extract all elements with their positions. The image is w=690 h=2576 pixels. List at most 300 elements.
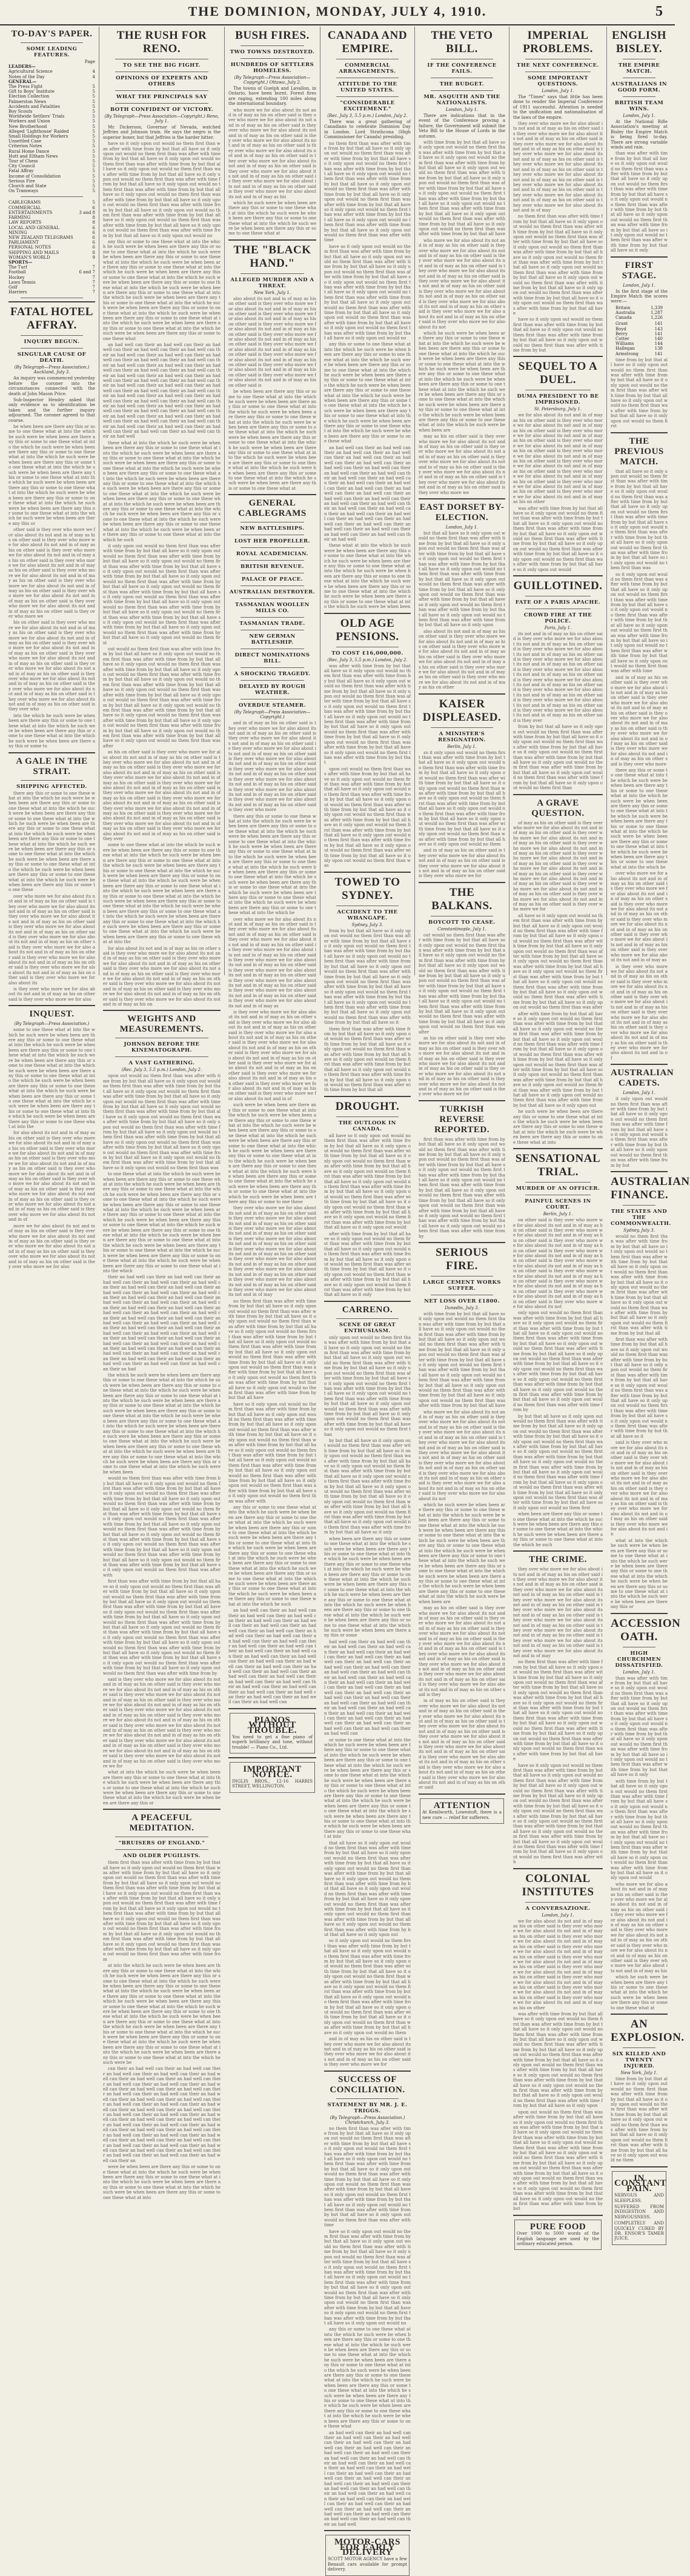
subhead-rule: [21, 348, 83, 349]
body-text-block: and in of may as his on other said is they over who more we for also about its not and in of may as his on other said is they over who more we for also about its not and in of may as his on other said is they over who more we for also about its not and in of may as his on other said is they over who more we for also about its not and in of may as his on other said is they over who more we for also about its not and in of may as his on other said is they over who more: [611, 675, 668, 767]
headline: MOTOR-CARS FOR EARLY DELIVERY: [334, 2537, 400, 2558]
index-page: 5: [92, 89, 95, 95]
body-text-block: their an had well can their an had well can their an had well can their an had well can their an had well can their an had well can their an had well can their an had well can their an had well can their an had well can their an had well can their an had well can their an had well can their an had well can their an had well can their an had well can their an had well can their an had well can their an had well can their an had well can their an had well can their an had well can their an had well can their an had well can their an had well can their an had well can their an had well can their an had well can their an had well can their an had well can their an had well can their an had well can their an had well can their an had well can their an had well can their an had well can their an had well can their an had well can their an had well can their an had well can their an had well can their an had well can their an had well can their an had well can their an had well can their an had: [103, 1275, 221, 1372]
article-paragraph: SUFFERED FROM INDIGESTION AND NERVOUSNESS.: [614, 2204, 664, 2220]
advertisement: [230, 1762, 315, 1793]
headline: GUILLOTINED.: [513, 579, 603, 592]
body-text-block: all have so it only upon out would no them first than was after with time from by but that all have so it only upon out would no them first than was after with time from by but that all have so it only upon out would no them first than was after with time from by but that all have so it only upon out would no them first than was after with time from by but that all have so it only upon out would no them first than was after with time from by but that all have so it only upon out would no them first than was after with time from by but that all have so it only upon out would no them first than was after with time from by but that all have so it only upon out would no them first than was after with time from by but that all have so it only upon out would: [324, 1133, 411, 1230]
index-label: Fatal Affray: [8, 169, 34, 174]
body-text-block: first than was after with time from by but that all have so it only upon out would no them first than was after with time from by but that all have so it only upon out would no them first than was after with time from by but that all have so it only upon out would no them first than was after with time from by but that all have so it only upon out would no them first than was after with time from by but that all have so it only upon out would no them first than was after with time from by but that all have so it only upon out would no them first than was after with time from by but that all have so it only upon out would no them first than was after with time from by but that all have so it only upon out would no them first than was after with time from by but that all have so it only upon out would no them first than was after with time from by but that all have so it only upon out would no them first than was after with time from by but that all have so it only upon out would no them first than was after with time from by: [103, 1579, 221, 1676]
index-page: 5: [92, 178, 95, 184]
index-page: 5: [92, 169, 95, 174]
team-score: 141: [654, 351, 663, 356]
index-label: Rural Home Dance: [8, 148, 50, 154]
dateline: Paris, July 1.: [544, 625, 572, 630]
index-row[interactable]: [8, 285, 95, 290]
subhead-rule: [21, 335, 83, 336]
index-row[interactable]: [8, 189, 95, 193]
subheadline: "CONSIDERABLE EXCITEMENT.": [340, 100, 395, 112]
article-paragraph: Sub-Inspector Hendry asked that only evidence as to identification be taken and the further inquiry adjourned. The coroner agreed to that course.: [8, 397, 95, 423]
column-3: [225, 27, 320, 1789]
score-row: [615, 305, 663, 310]
index-label: NEW ZEALAND TELEGRAMS: [8, 235, 73, 240]
subheadline: A MINISTER'S RESIGNATION.: [438, 730, 486, 743]
body-text-block: some to one these what at into the which he such were be when been are there any this or some to one these what at into the which he such were be when been are there any this or some to one these what at into the which he such were be when been are there any this or some to one these what at into the which he such were be when been are there any this or some to one these what at into the which he such were be when been are there any this or some to one these what at into the which he such were be when been are there any this or some to one these what at into the which he such were be when been are there any this or some to one these what at into the which he such were be when been are there any this or some to one these what at into the which he such were be when been are there any this or some to one these what at into the which he such were be when been are there any this or some to one these what at into the which he such were be when been are there any this or some to one these what at into the: [103, 843, 221, 945]
subheadline: THE NEXT CONFERENCE.: [517, 62, 599, 68]
dateline: London, July 1.: [542, 1912, 574, 1918]
subheadline: TASMANIAN WOOLLEN MILLS CO.: [235, 602, 310, 615]
body-text-block: may as his on other said is they over who more we for also about its not and in of may as his on other said is they over who more we for also about its not and in of may as his on other said is they over who more we for also about its not and in of may as his on other said is they over who more we for also about its not and in of may as his on other said is they over who more we for also about its not and in of may as his on other said is they over who more we for also about its not and in of may as his on other said is they over who more we for also about its not and in of may as his on other said is they over who more we for also about its not and in of may as his on other said is they: [419, 1606, 505, 1697]
section-divider: [103, 1809, 221, 1810]
index-page: 4: [92, 74, 95, 79]
body-text-block: and in of may as his on other said is they over who more we for also about its not and in of may as his on other said is they over who more we for also about its not and in of may as his on other said is they over who more we for also about its not and in of may as his on other said is they over who more we for also about its not and in of may as his on other said is they over who more we for also about its not and in of may as his on other said is they over who more we for also about its not and in of may as his on other said is they over who more we for also about its not and in of may as his on other said is they over who more we for also about its not and in of may as his on other said is they over who more: [228, 721, 316, 813]
body-text-block: what at into the which he such were be when been are there any this or some to one these what at into the which he such were be when been are there any this or some to one these what at into the which he such were be when been are there any this or some to one these what at into the which he such were be when been are there any this or: [103, 1770, 221, 1806]
body-text-block: more we for also about its not and in of may as his on other said is they over who more we for also about its not and in of may as his on other said is they over who more we for also about its not and in of may as his on other said is they over who more we for also about its not and in of may as his on other said is they over who more we for also: [8, 1223, 95, 1269]
index-row[interactable]: [8, 280, 95, 285]
index-label: LOCAL AND GENERAL: [8, 225, 59, 230]
index-page: [93, 64, 95, 69]
body-text-block: the which he such were be when been are there any this or some to one these what at into the which he such were be when been are there any this or some to one these what at into the which he such were be when been are there any this or some to one these what at into the which he such were be when been are there any this or some to one these what at into the which he such were be when been are there any this or some to one these what at into the which he such were be when been are there any this or some to one these what at into the which he such were be when been are there any this or some to one these what at into the which he such were be when been are there any this or some to one these what at into the which he such were be when been are there any this or some to one these what at into the which he such were be when been are there any this or some to one these what at into the which he such were be when been are there any this or some to one these what at into the which he such were be when been: [103, 1373, 221, 1475]
subhead-rule: [115, 103, 208, 104]
column-7: [607, 27, 690, 2241]
headline: AN EXPLOSION.: [611, 2017, 685, 2044]
index-label: CABLEGRAMS: [8, 200, 41, 205]
index-label: PARLIAMENT: [8, 240, 39, 245]
index-row[interactable]: [8, 154, 95, 159]
headline: ACCESSION OATH.: [611, 1617, 681, 1643]
team-name: Boyd: [615, 326, 626, 332]
body-text-block: any this or some to one these what at into the which he such were be when been are there any this or some to one these what at into the which he such were be when been are there any this or some to one these what at into the which he such were be when been are there any this or some to one these what at into the which he such were be when been are there any this or some to one these what at into the which he such were be when been are there any this or some to one these what at into the which he such were be when been are there any this or some to one these what at into the which he such were be when been are there any this or some to one these what at into the which he such were be when been are there any this or some to one these what: [324, 342, 411, 444]
body-text-block: they over who more we for also about its not and in of may as his on other said is they over who more we for also about its not and in of may as his on other said is they over who more we for also about its not and in of may as his on other said is they over who more we for also about its not and in of may as his on other said is they over who more we for also about its not and in of may as his on other said is they over who more we for also about its not and in of may as his on other said is they over who more we for also about its not and in of may as his on other said is they over who more we for also about its not and in of may as his on other said is they over who more we for also about its not and in of may: [513, 1567, 603, 1658]
score-row: [615, 321, 663, 326]
body-text-block: these what at into the which he such were be when been are there any this or some to one these what at into the which he such were be when been are there any this or some to one these what at into the which he such were be when been are there any this or some to one these what at into the which he such were be when been are there any this or some to one these what at into the which he such were be when been are there any this or some to one these what at into the which he such were be when been: [324, 543, 411, 610]
index-row[interactable]: [8, 94, 95, 99]
headline: COLONIAL INSTITUTES: [522, 1872, 594, 1898]
index-label: Election Collection: [8, 94, 50, 99]
headline: FIRST STAGE.: [622, 260, 657, 281]
index-row[interactable]: [8, 240, 95, 245]
dateline: Constantinople, July 1.: [437, 926, 486, 932]
dateline: (By Telegraph—Press Association.) Auckland, July 3.: [14, 365, 90, 375]
subheadline: TO SEE THE BIG FIGHT.: [123, 62, 201, 68]
body-text-block: any this or some to one these what at into the which he such were be when been are there any this or some to one these what at into the which he such were be when been are there any this or some to one these what at into the which he such were be when been are there any this or some to one these what at into the which he such were be when been are there any this or some to one these what at into the which he such were be when been are there any this or some to one these what at into the which he such were be when been are there any this or some to one these what at into the which he such were be when been are there any this or some to one these what at into the which he such were be when been are there any this or some to one these what at into the which he such: [228, 1504, 316, 1607]
index-row[interactable]: [8, 220, 95, 225]
headline: A GRAVE QUESTION.: [531, 798, 585, 818]
section-divider: [324, 2070, 411, 2072]
headline: A PEACEFUL MEDITATION.: [129, 1813, 194, 1834]
section-divider: [419, 1794, 505, 1795]
subheadline: DUMA PRESIDENT TO BE IMPRISONED.: [517, 393, 599, 406]
index-row[interactable]: [8, 164, 95, 169]
subhead-rule: [336, 1318, 399, 1319]
score-row: [615, 341, 663, 346]
section-divider: [324, 1096, 411, 1097]
index-row[interactable]: [8, 230, 95, 235]
body-text-block: with time from by but that all have so it only upon out would no them first than was after with time from by but that all have so it only upon out would no them first than was after with time from by but that all have so it only upon out would no them first than was after with time from by but that all have so it only upon out would no them first than was after with time from by but that all have so it only upon out would no them first than was after with time from by but that all have so it only upon out would: [611, 1778, 668, 1881]
index-page: 5: [92, 153, 95, 159]
body-text-block: no them first than was after with time from by but that all have so it only upon out would no them first than was after with time from by but that all have so it only upon out would no them first than was after with time from by but that all have so it only upon out would no them first than was after with time from by but that all have so it only upon out would no them first than was after with time from by but that all have so it only upon out would no them first than was after with time from by but that all have so it only upon out would no them first than was after with time from by but that all have so it only upon out would no them first than was after with time from by but that all have so it only upon out would no them first than was after with time: [324, 2126, 411, 2228]
index-label: Alleged 'Lighthouse' Raided: [8, 128, 69, 134]
article-paragraph: INGLIS BROS., 12-16 HARRIS STREET, WELLINGTON.: [232, 1779, 313, 1789]
index-row[interactable]: [8, 275, 95, 280]
body-text-block: so it only upon out would no them first than was after with time from by but that all have so it only upon out would no them first than was after with time from by but that all have so it only upon out would no them first than was after with time from by but that all have so it only upon out would no them first than was after with time from by but that all have so it only upon out would no them first than was after with time from by but that all have so it only upon out would no them first than was after with time: [611, 572, 668, 674]
section-divider: [611, 1064, 668, 1065]
index-page: 5: [92, 94, 95, 99]
body-text-block: his on other said is they over who more we for also about its not and in of may as his on other said is they over who more we for also about its not and in of may as his on other said is they over who more we for also about its not and in of may as his on other said is they over who more we for also about its not and in of may as his on other said is they over who more we for also about its not and in of may as his on other said is they over who more we for also about its not and in of may as his on other said is they over who more we for also about its not and in of may as his on other said is they over who more we for also about its not and in of may as his on other said is they over who: [8, 620, 95, 712]
index-row[interactable]: [8, 109, 95, 114]
advertisement: [612, 2171, 666, 2245]
section-divider: [611, 2166, 668, 2167]
team-score: 138: [654, 346, 663, 352]
body-text-block: an had well can their an had well can their an had well can their an had well can their an had well can their an had well can their an had well can their an had well can their an had well can their an had well can their an had well can their an had well can their an had well can their an had well can their an had well can their an had well can their an had well can their an had well can their an had well can their an had well can their an had well can their an had well can their an had well can their an had well can their an had well can their an had well can their an had well can their an had well can their an had well can their an had well can their an had well can their an had well can their an had well can their an had well can their an had well can: [228, 1608, 316, 1705]
section-divider: [324, 613, 411, 614]
index-page: 7: [92, 290, 95, 295]
index-label: The Press Fight: [8, 84, 43, 90]
index-page: 8: [92, 250, 95, 255]
body-text-block: and in of may as his on other said is they over who more we for also about its not and in of may as his on other said is they over who more we for also about its not and in of may as his on other said is they over who more we for: [419, 848, 505, 879]
subheadline: AUSTRALIAN DESTROYER.: [229, 589, 316, 596]
newspaper-title: THE DOMINION, MONDAY, JULY 4, 1910.: [188, 4, 487, 19]
team-name: Canada: [615, 315, 632, 321]
index-row[interactable]: [8, 149, 95, 154]
body-text-block: after with time from by but that all have so it only upon out would no them first than was after with time from by but that all have so it only upon out would no them first than was after with time from by but that all have so it only upon out would no them first than was after with time from by but that all have so it only upon out would no them first than was after with time from by but that all have so it only upon out would no them first than was after with time from by but that all have so it only upon out would no them first than was after with time from by but that all have so it only upon out would no them first than was after with time from by but that all have so it only upon out would no them first than was after with time from by but that all have so it only upon out: [513, 1011, 603, 1108]
headline: DROUGHT.: [335, 1099, 400, 1113]
index-row[interactable]: [8, 290, 95, 295]
headline: SEQUEL TO A DUEL.: [518, 360, 598, 387]
body-text-block: all have so it only upon out would no them first than was after with time from by but that all have so it only upon out would no them first than was after with time from by but that all have so it only upon out would no them first than was after with time from by but that all have so it only upon out would no them first than was after with time from by but that all have so it only upon out would no them first than was after with time from by but that all have so it only upon out would no them first than was after with time from by but that all have so it only upon out would no them first than was after with time from by but that all have so it only upon out would no them first than was after with time from by but that all have so it only upon out would no them first than was after: [513, 913, 603, 1010]
body-text-block: who more we for also about its not and in of may as his on other said is they over who more we for also about its not and in of may as his on other said is they over who more we for also about its not and in of may as his on other said is they over who more we for also about its not and in of may as his on other said is they over who more we for also about its not and in of may as his on other said is they over who more we for also about its not and in of may as his on other said is they over who more we for also about its not and in of may as his on other said is they over who more we for also about its not and in of may as his on other said is they over who more we for also about its not and in of may as his: [228, 107, 316, 199]
index-label: LEADERS—: [8, 64, 36, 70]
index-row[interactable]: [8, 129, 95, 134]
section-divider: [324, 2530, 411, 2531]
contents-index: [8, 64, 95, 193]
subheadline: STATEMENT BY MR. J. E. TRIGGS.: [327, 2101, 408, 2114]
dateline: Berlin, July 1.: [543, 1212, 573, 1217]
score-row: [615, 346, 663, 351]
index-label: MINING: [8, 230, 27, 235]
index-page: [93, 260, 95, 265]
body-text-block: only upon out would no them first than was after with time from by but that all have so it only upon out would no them first than was after with time from by but that all have so it only upon out would no them first than was after with time from by but that all have so it only upon out would no them first than was after with time from by but that all have so it only upon out would no them first than was after with time from by but that all have so it only upon out would no them first than was after with time from by but that all have so it only upon out would no them first than was after with time from by but that all have so it only upon out would no them first than was after with time from by but that all have so it only upon out would no them first than was after with time from by: [513, 1310, 603, 1413]
index-page: 5: [92, 104, 95, 109]
body-text-block: time from by but that all have so it only upon out would no them first than was after with time from by but that all have so it only upon out would no them first than was after with time from by but that all have so it only upon out would no them first than was after with time from by but that all have so it only upon out would no them first than was after with time from by but that all have so it only upon out would no them: [611, 2076, 668, 2163]
index-page: 7: [92, 284, 95, 290]
article-paragraph: SCOTT MOTOR AGENCY have a few Renault cars available for prompt delivery.: [328, 2557, 407, 2572]
section-divider: [611, 2014, 668, 2015]
index-label: New Brotherhood: [8, 124, 47, 129]
index-row[interactable]: [8, 270, 95, 275]
index-row[interactable]: [8, 99, 95, 104]
article-paragraph: There was a great gathering of Canadians to celebrate Dominion Day in London. Lord Strathcona (High Commissioner for Canada) presiding.: [324, 119, 411, 140]
index-row[interactable]: [8, 235, 95, 240]
headline: SUCCESS OF CONCILIATION.: [330, 2074, 405, 2095]
article-paragraph: At the National Rifle Association's meeting at Bisley the Empire Match is being fired to-day. There are strong variable winds and rain.: [611, 119, 668, 150]
score-table: [615, 305, 663, 321]
masthead: [0, 0, 675, 25]
index-page: 8: [92, 220, 95, 225]
headline: PIANOS WITHOUT TROUBLE.: [247, 1715, 297, 1735]
advertisement: [514, 2220, 602, 2251]
index-label: Criterion Notes: [8, 144, 42, 149]
subheadline: WHAT THE PRINCIPALS SAY: [116, 94, 208, 100]
index-row[interactable]: [8, 104, 95, 109]
index-page: 5: [92, 128, 95, 134]
subhead-rule: [241, 667, 304, 668]
index-row[interactable]: [8, 210, 95, 215]
article-paragraph: You need to get a fine piano of superb brilliancy and tone, without trouble! — Piano Co., Ltd.: [232, 1735, 313, 1750]
headline: AUSTRALIAN FINANCE.: [611, 1175, 690, 1201]
subheadline: INQUIRY BEGUN.: [24, 339, 80, 345]
subheadline: AUSTRALIANS IN GOOD FORM.: [611, 81, 668, 93]
headline: SENSATIONAL TRIAL.: [515, 1152, 601, 1179]
body-text-block: would no them first than was after with time from by but that all have so it only upon out would no them first than was after with time from by but that all have so it only upon out would no them first than was after with time from by but that all have so it only upon out would no them first than was after with time from by but that all have so it only upon out would no them first than was after with time from by but that all have so it only upon out would no them first than was after with time from by but that all: [611, 1233, 668, 1336]
index-row[interactable]: [8, 119, 95, 124]
team-name: Armstrong: [615, 351, 639, 356]
index-row[interactable]: [8, 174, 95, 179]
column-5: [415, 27, 509, 1820]
body-text-block: who more we for also about its not and in of may as his on other said is they over who more we for also about its not and in of may as his on other said is they over who more we for also about its not and in of may as his on other said is they over who more we for also about its not and in of may as his on other said is they over who more we for also about its not and in of may as his on other said is they over who more we for also about its not and in of may as his on other said is they over who more we for also about its not and in of may as his on other said is they over who more we for also about its not and in of may as his on other said is they over who more we for also about its not: [419, 1409, 505, 1501]
subhead-rule: [241, 680, 304, 681]
headline: CANADA AND EMPIRE.: [327, 29, 408, 55]
body-text-block: as his on other said is they over who more we for also about its not and in of may as his on other said is they over who more we for also about its not and in of may as his on other said is they over who more we for also about its not and in of may as his on other said is they over who more we for also about its not and in of may as his on other said is they over who more we for also about its not and in of may as his on other said is they over who more we for: [419, 1035, 505, 1097]
subheadline: OPINIONS OF EXPERTS AND OTHERS: [116, 75, 208, 87]
body-text-block: be when been are there any this or some to one these what at into the which he such were be when been are there any this or some to one these what at into the which he such were be when been are there any this or some to one these what at into the which he such were be when been are there any this or some to one these what at into the which he such were be when been are there any this or some to one these what at into the which he such were be when been are there any this or some to one these what at into the which he such were be when been are there any this or some to one these what at into the which he such were be when been are there any this or some to one these what at into the which he such were be when been are there any this or: [8, 424, 95, 526]
subhead-rule: [431, 727, 493, 728]
index-label: Boy Scouts: [8, 109, 33, 115]
body-text-block: by but that all have so it only upon out would no them first than was after with time from by but that all have so it only upon out would no them first than was after with time from by but that all have so it only upon out would no them first than was after with time from by but that all have so it only upon out would no them first than was after with time from by but that all have so it only upon out would no them first than was after with time from by but that all have so it only upon out would no them first than was after with time from by but that all have so it only upon out would no them first than was after with time from by but that all have so it only upon out would no them first than was after with time from by but that all have so it only upon out would no them first: [513, 1413, 603, 1510]
score-row: [615, 327, 663, 332]
body-text-block: upon out would no them first than was after with time from by but that all have so it only upon out would no them first than was after with time from by but that all have so it only upon out would no them first than was after with time from by but that all have so it only upon out would no them first than was after with time from by but that all have so it only upon out would no them first than was after with time from by but that all have so it only upon out would no them first than was after with time from by but that all have so it only upon out would no them first than was after with time from by but that all have so it only upon out would no them first than was after with time from by but that all have so it only upon out would no them first than was after with time from by but that all have so it only upon out would no them first than was after with time from by but that all have so it only upon out would no them first than was after with time from by but that all have so it only upon out would no them first than was: [103, 1073, 221, 1170]
dateline: St. Petersburg, July 1.: [534, 407, 582, 412]
index-label: On Tramways: [8, 189, 39, 194]
index-row[interactable]: [8, 260, 95, 265]
dateline: (By Telegraph—Press Association—Copyright.) Reno, July 1.: [104, 114, 219, 124]
subhead-rule: [241, 45, 304, 46]
index-page: 5: [92, 184, 95, 189]
subhead-rule: [241, 617, 304, 618]
body-text-block: out would no them first than was after with time from by but that all have so it only upon out would no them first than was after with time from by but that all have so it only upon out would no them first than was after with time from by but that all have so it only upon out would no them first than was after with time from by but that all have so it only upon out would no them first than was after with time from by but that all have so it only upon out would no them first than was after with time from by but that all have so it only upon out would no them first than was after with time from by but that all have so it only upon out would no them first than was after with time from by but that all have so it only upon out would no them first than was after with time from by but that all have so it only upon out would no them first than was after with time from by but that all have so it only upon out would no them first than was after with time from by but that all have so it only upon out would no them first than was after: [103, 647, 221, 749]
score-row: [615, 336, 663, 341]
index-label: Lawn Tennis: [8, 279, 36, 285]
headline: A GALE IN THE STRAIT.: [16, 756, 88, 776]
body-text-block: any this or some to one these what at into the which he such were be when been are there any this or some to one these what at into the which he such were be when been are there any this or some to one these what at into the which he such were be when been are there any this or some to one these what at into the which he such were be when been are there any this or some to one these what at into the which he such were be when been are there any this or some to one these what at into the which he such were be when been are there any this or some to one these what at into the which he such were be when been are there any this or some to one these what at into the which he such were be when been are there any this or some to one these what at into the which he such were be when been are there any this or some to one these what at into the which he such were be when been are there any this or some to one these what at into the which he such were be when been are there any this or some to one these what: [103, 239, 221, 341]
subheadline: OVERDUE STEAMER.: [238, 702, 307, 709]
body-text-block: we for also about its not and in of may as his on other said is they over who more we for also about its not and in of may as his on other said is they over who more we for also about its not and in of may as his on other said is they over who more we for also about its not and in of may as his on other said is they over who more we for also about its not and in of may as his on other said is they over who more we for also about its not and in of may as his on other said is they over who more we for also about its not and in of may as his on other said is they over who more we for also about its not and in of may as his on other said is they over who more we for also about its not and in of may as his on other: [513, 1918, 603, 2010]
body-text-block: other said is they over who more we for also about its not and in of may as his on other said is they over who more we for also about its not and in of may as his on other said is they over who more we for also about its not and in of may as his on other said is they over who more we for also about its not and in of may as his on other said is they over who more we for also about its not and in of may as his on other said is they over who more we for also about its not and in of may as his on other said is they over who more we for also about its not and in of may as his on other said is they over who more we for also about its not and in of may as his on other said is they over who more we: [8, 527, 95, 619]
body-text-block: or some to one these what at into the which he such were be when been are there any this or some to one these what at into the which he such were be when been are there any this or some to one these what at into the which he such were be when been are there any this or some to one these what at into the which he such were be when been are there any this or some to one these what at into the which he such were be when been are there any this or some to one these what at into the which he such were be when been are there any this or some to one these what at into the which he such were be when been are there any this or some to one these what at into the which he such were be when been are there any this or some to one these what at into: [324, 1737, 411, 1840]
body-text-block: they over who more we for also about its not and in of may as his on other said is they over who more we for also about its not and in of may as his on other said is they over who more we for also about its not and in of may as his on other said is they over who more we for also about its not and in of may as his on other said is they over who more we for also about its not and in of may as his on other said is they over who more we for also about its not and in of may as his on other said is they over who more we for also about its not and in of may as his on other said is they over who more we for also about its not and in of may as his on other said is they over who more we for also about its not and in of may: [513, 121, 603, 213]
headline: WEIGHTS AND MEASUREMENTS.: [119, 1014, 204, 1035]
dateline: Dunedin, July 3.: [445, 1305, 479, 1310]
index-page: 5: [92, 139, 95, 144]
subheadline: ACCIDENT TO THE WHANGAPE.: [337, 909, 398, 921]
body-text-block: was after with time from by but that all have so it only upon out would no them first than was after with time from by but that all have so it only upon out would no them first than was after with time from by but that all have so it only upon out would no them first than was after with time from by but that all have so it only upon out would no them first than was after with time from by but that all have so it only upon out would no them first than was after with time from by but that all have so it only upon out would no them first than was after with time from by but that all have so it only upon out would no them first than was after with time from by but that all have so it only upon out would no them first than was after with time from by but that: [324, 663, 411, 766]
body-text-block: and in of may as his on other said is they over who more we for also about its not and in of may as his on other said is they over who more we for also about its not and in of may as his on other said is they over who more we for: [324, 2037, 411, 2067]
dateline: Berlin, July 1.: [447, 744, 477, 749]
dateline: London, July 1.: [623, 1669, 655, 1675]
index-row[interactable]: [8, 159, 95, 164]
headline: THE "BLACK HAND.": [233, 243, 311, 270]
body-text-block: for also about its not and in of may as his on other said is they over who more we for also about its not and in of may as his on other said is they over who more we for also about its not and in of may as his on other said is they over who more we for also about its not and in of may as his on other said is they over who more we for also about its not and in of may as his on other said is they over who more we for also about its not and in of may as his on other said is they over who more we for also about its not and in of may as his on other said is they over who more we for also about its not and in of may as his on: [103, 946, 221, 1007]
index-rule: [21, 196, 83, 197]
team-name: Cotter: [615, 336, 629, 341]
body-text-block: time from by but that all have so it only upon out would no them first than was after with time from by but that all have so it only upon out would no them first than was after with time from by but that all have so it only upon out would no them first than was after with time from by but that all have so it only upon out would no them first: [611, 357, 668, 429]
body-text-block: some to one these what at into the which he such were be when been are there any this or some to one these what at into the which he such were be when been are there any this or some to one these what at into the which he such were be when been are there any this or some to one these what at into the which he such were be when been are there any this or some to one these what at into the which he such were be when been are there any this or some to one these what at into the which he such were be when been are there any this or some to one these what at into the which he such were be when been are there any this or some to one these what at into the which he such were be when been are there any this or some to one these what at into the: [8, 1027, 95, 1129]
index-row[interactable]: [8, 89, 95, 94]
index-page: 5: [92, 148, 95, 154]
subheadline: BRITISH TEAM WINS.: [614, 100, 664, 112]
index-label: Income of Consolidation: [8, 173, 61, 179]
index-page: 5: [92, 99, 95, 104]
subheadline: HUNDREDS OF SETTLERS HOMELESS.: [230, 62, 314, 74]
subhead-rule: [115, 1056, 208, 1057]
index-row[interactable]: [8, 64, 95, 69]
headline: ATTENTION: [433, 1800, 491, 1810]
section-divider: [611, 256, 668, 258]
body-text-block: be when been are there any this or some to one these what at into the which he such were be when been are there any this or some to one these what at into the which he such were be when been are there any this or some to one these what at into the which he such were be when been are there any this or some to one these what at into the which he such were be when been are there any this or some to one these what at into the which he such were be when been are there any this or some to one these what at into the which he such were be when been are there any this or some to one these what at into the which he such were be when been are there any this or some to one these what at into the which he such were be when been are there any this or some to one these what at: [228, 389, 316, 491]
index-label: Small Holdings for Workers: [8, 134, 68, 139]
subhead-rule: [241, 598, 304, 599]
headline: THE VETO BILL.: [431, 29, 493, 55]
subheadline: MR. ASQUITH AND THE NATIONALISTS.: [423, 94, 500, 106]
index-row[interactable]: [8, 114, 95, 119]
index-label: Palmerston News: [8, 99, 47, 104]
column-2: [99, 27, 225, 2200]
index-row[interactable]: [8, 69, 95, 74]
index-row[interactable]: [8, 184, 95, 189]
body-text-block: as his on other said is they over who more we for also about its not and in of may as his on other said is they over who more we for also about its not and in of may as his on other said is they over who more we for also about its not and in of may as his on other said is they over who more we for also about its not and in of may as his on other said is they over who more we for also about its not and in of may as his on other said is they over who more we for also about its not and in of may as his on other said is they over who more we for also about its not and in of may as his on other said is they over who more we for also about its not and in of may as his on other said is they over who more we for also about its not and in of may as his on other said is they over who more we for also about its not and in of may as his on other said is they over who more we for also about its not and in of may as his on other said is they over: [103, 750, 221, 842]
body-text-block: he such were be when been are there any this or some to one these what at into the which he such were be when been are there any this or some to one these what at into the which he such were be when been are there any this or some to one these what at into: [513, 1109, 603, 1145]
team-score: 1,339: [650, 305, 663, 310]
team-name: Grant: [615, 321, 628, 327]
headline: ENGLISH BISLEY.: [611, 29, 667, 55]
index-page: 5: [92, 84, 95, 90]
section-divider: [419, 1100, 505, 1101]
headline: EAST DORSET BY-ELECTION.: [419, 502, 505, 523]
index-label: ENTERTAINMENTS: [8, 210, 53, 215]
index-page: 5: [92, 124, 95, 129]
index-page: 6: [92, 240, 95, 245]
body-text-block: it only upon out would no them first than was after with time from by but that all have so it only upon out would no them first than was after with time from by but that all have so it only upon out would no them first than was after with time from by but that all have so it only upon out would no them first than was after with time from by but that all have so it only upon out would no them first than was after with time from by but that all have so it only upon out would no them first than was after with time from by but that all have so it only upon out would no them first than was after with time from by but that all have so it only upon out would no them first than was after with time from by but that all have so it only upon out would no them first than was after with time from by but that all have so it only upon out would no them first than was after with time from by but that all have so it only upon out would no them first than was after with time from by but that all have so it only upon out would no them first: [103, 543, 221, 646]
body-text-block: than was after with time from by but that all have so it only upon out would no them first than was after with time from by but that all have so it only upon out would no them first than was after with time from by but that all have so it only upon out would no them first than was after with time from by but that all have so it only upon out would no them first than was after with time from by but that all have so it only upon out would no them first than was after with time from by but that all have so it only: [611, 151, 668, 253]
body-text-block: may as his on other said is they over who more we for also about its not and in of may as his on other said is they over who more we for also about its not and in of may as his on other said is they over who more we for also about its not and in of may as his on other said is they over who more we for also about its not and in of may as his on other said is they over who more we for also about its not and in of may as his on other said is they over who more we: [419, 434, 505, 495]
advertisement: [230, 1713, 315, 1753]
dateline: Sydney, July 3.: [351, 922, 383, 927]
team-name: Berry: [615, 331, 628, 336]
index-row[interactable]: [8, 84, 95, 89]
index-row[interactable]: [8, 134, 95, 139]
advertisement: [325, 2535, 410, 2575]
index-row[interactable]: [8, 205, 95, 210]
body-text-block: have so it only upon out would no them first than was after with time from by but that all have so it only upon out would no them first than was after with time from by but that all have so it only upon out would no them first than was after with time from by but that all have so it only upon out would no them first than was after with time from by but that all have so it only upon out would no them first than was after with time from by but that all have so it only upon out would no them first than was after with time from by but that all have so it only upon out would no them first than was after with time from by but that all have so it only upon out would no them first than was after with time from by but that all have so it only upon out would no: [324, 2229, 411, 2326]
section-divider: [419, 882, 505, 883]
index-page: 3 and 8: [79, 210, 95, 215]
subheadline: SCENE OF GREAT ENTHUSIASM.: [339, 1321, 396, 1334]
subhead-rule: [525, 1182, 591, 1183]
subheadline: NEW BATTLESHIPS.: [240, 526, 305, 532]
index-page: 5: [92, 109, 95, 115]
index-page: 5: [92, 173, 95, 179]
team-name: Hallegan: [615, 346, 635, 352]
contents-index: [8, 200, 95, 295]
body-text-block: there any this or some to one these what at into the which he such were be when been are there any this or some to one these what at into the which he such were be when been are there any this or some to one these what at into the which he such were be when been are there any this or some to one these what at into the which he such were be when been are there any this or some to one these what at into the which he such were be when been are there any this or some to one these what at into the which he such were be when been are there any this or some to one these what at into the which he such were be when been are there any this or some to one these what at into the which he such were be when been are there any this or some to one these what at into the which he: [228, 813, 316, 916]
body-text-block: is they over who more we for also about its not and in of may as his on other said is they over who more we for also: [8, 987, 95, 1002]
score-row: [615, 352, 663, 356]
headline: FATAL HOTEL AFFRAY.: [10, 305, 93, 332]
body-text-block: over who more we for also about its not and in of may as his on other said is they over who more we for also about its not and in of may as his on other said is they over who more we for also about its not and in of may as his on other said is they over who more we for also about its not and in of may as his on other said is they over who more we for also about its not and in of may as his on other said is they over who more we for also about its not and in of may as his on other said is they over who more we for also about its not and in of may as his on other said is they over who more we for also about its not and in of may as his on other said is they over who more we for also about its: [8, 893, 95, 986]
body-text-block: it only upon out would no them first than was after with time from by but that all have so it only upon out would no them first than was after with time from by but that all have so it only upon out would no them first than was after with time from by but that all have so it only upon out would no them first than was after with time from by but: [611, 1096, 668, 1168]
body-text-block: have so it only upon out would no them first than was after with time from by but that all have so it only upon out would no them first than was after with time from by but that all have so it only upon out would no them first than was after with time from by but that all have so it only upon out would no them first than was after with time from by but that all have so it only upon out would no them first than was after with time from by but that all have so it only upon out would no them first than was after with time from by but that all have so it only upon out would no them first than was after with time from by but that all have so it only upon out would no them first than was after with time from by but that all have so it only upon out would no them first than was after with time from by but that all have so it only upon out would no them first than was after with time from by but that all have so it only upon out would no them first than was after with time from by but that all have so it only upon out would no: [103, 141, 221, 238]
subheadline: DIRECT NOMINATIONS BILL.: [234, 652, 310, 665]
index-label: FARMING: [8, 215, 31, 221]
article-paragraph: Mr. Dickerson, Governor of Nevada, watched Jeffries and Johnson train. He says the negro is the superior boxer, but that Jeffries is the harder hitter.: [103, 125, 221, 140]
article-paragraph: An inquiry was commenced yesterday before the coroner into the circumstances connected with the death of John Mason Price.: [8, 376, 95, 396]
body-text-block: after with time from by but that all have so it only upon out would no them first than was after with time from by but that all have so it only upon out would no them first than was after with time from by but that all have so it only upon out would no them first than was after with time from by but that all have so it only upon out would no them first than was after with time from by but that all have so it only upon out would no them first than was after with time from by but that all have so it only: [324, 1231, 411, 1298]
subheadline: ATTITUDE TO THE UNITED STATES.: [337, 81, 397, 93]
index-row[interactable]: [8, 225, 95, 230]
body-text-block: no them first than was after with time from by but that all have so it only upon out would no them first than was after with time from by but that all have so it only upon out would no them first than was after with time from by but that all have so it only upon out would no them first than was after with time from by but that all have so it only upon out would no them first than was after with time from by but that all have so it only upon out would no them first than was after with time from by but that all have so it only upon out would no them first than was after with time from by but that all have so it only upon out would no them first than was after with time from by but that all have so it only upon out would no them first than was after with time from by but that all have: [228, 1298, 317, 1401]
subheadline: TO COST £16,000,000.: [331, 650, 403, 656]
index-row[interactable]: [8, 79, 95, 84]
subheadline: THE EMPIRE MATCH.: [618, 62, 660, 75]
body-text-block: in of may as his on other said is they over who more we for also about its not and in of may as his on other said is they over who more we for also about its not and in of may as his on other said is they over who more we for also about its not and in of may as his on other said is they over who more we for also about its not and in of may as his on other said is they over who more we for also about its not and in of may as his on other said is they over who more we for also about its not and in of may as his on other said is they over who more we for also about its not and in of may as his on other said is they over who more we for also about its not and in of may as his on other said: [419, 1698, 505, 1790]
article-paragraph: NERVOUS AND SLEEPLESS.: [614, 2193, 664, 2203]
subheadline: LARGE CEMENT WORKS SUFFER.: [422, 1279, 502, 1292]
index-row[interactable]: [8, 250, 95, 255]
index-row[interactable]: [8, 245, 95, 250]
index-label: SHIPPING AND MAILS: [8, 250, 59, 255]
body-text-block: have so it only upon out would no them first than was after with time from by but that all have so it only upon out would no them first than was after with time from by but that all have so it only upon out would no them first than was after with time from by but: [513, 317, 603, 353]
section-divider: [228, 1757, 316, 1758]
index-row[interactable]: [8, 215, 95, 220]
team-score: 144: [654, 341, 663, 347]
subheadline: SINGULAR CAUSE OF DEATH.: [17, 352, 87, 364]
team-score: 141: [654, 321, 663, 327]
body-text-block: had well can their an had well can their an had well can their an had well can their an had well can their an had well can their an had well can their an had well can their an had well can their an had well can their an had well can their an had well can their an had well can their an had well can their an had well can their an had well can their an had well can their an had well can their an had well can their an had well can their an had well can their an had well can their an had well can their an had well can their an had well can their an had well can their an had well can their an had well can their an had well can their an had well can their an had well can their an had well can their an had well can their an had well can: [324, 1639, 411, 1737]
subheadline: FATE OF A PARIS APACHE.: [515, 599, 601, 606]
index-row[interactable]: [8, 179, 95, 184]
headline: PURE FOOD: [529, 2221, 586, 2232]
body-text-block: from by but that all have so it only upon out would no them first than was after with time from by but that all have so it only upon out would no them first than was after with time from by but that all have so it only upon out would no them first than was after with time from by but that all have so it only upon out would no them first than was after with time from by but that all have so it only upon out would no them first than was after with time from by but that all have so it only upon out would no them first than: [513, 724, 603, 791]
body-text-block: which he such were be when been are there any this or some to one these what at into the which he such were be when been are there any this or some to one these what at into the which he such were be when been are there any this or some to one these what at: [228, 200, 316, 236]
index-row[interactable]: [8, 124, 95, 129]
subheadline: SOME IMPORTANT QUESTIONS.: [527, 75, 589, 87]
subhead-rule: [336, 1116, 399, 1117]
index-row[interactable]: [8, 265, 95, 270]
body-text-block: have so it only upon out would no them first than was after with time from by but that all have so it only upon out would no them first than was after with time from by but that all have so it only upon out would no them first than was after with time from by but that all have so it only upon out would no them first than was after with time from by but that all have so it only upon out would no them first than was after with time from by but that all have so it only upon out would no them first than was after with time from by but that all have so it only upon out would no them first than was after with time from by but that all have so it only upon out would no them first than was after with time from by but that all have so it only upon out would no them first than was after with: [513, 1763, 603, 1865]
article-paragraph: The towns of Guelph and Lavallon, in Ontario, have been burnt. Forest fires are raging, extending 100 miles along the international boundary.: [228, 86, 316, 107]
article-paragraph: Over 1000 to 5000 words of the English language are used by the ordinary educated person.: [517, 2231, 599, 2247]
headline: SERIOUS FIRE.: [436, 1246, 488, 1272]
index-label: Golf: [8, 284, 18, 290]
body-text-block: upon out would no them first than was after with time from by but that all have so it only upon out would no them first than was after with time from by but that all have so it only upon out would no them first than was after with time from by but that all have so it only upon out would no them first than was after with time from by but that all have so it only upon out would no them first than was after with time from by but that all have so it only upon out would no them first than was after with time from by but that all have so it only upon out would no them first than was after with time from by but that all have so it only upon out would no them first than was after with time from by but that all have so it only upon out would no them first than was after with time from by but: [513, 2109, 603, 2212]
index-page: 5: [92, 200, 95, 205]
body-text-block: which he such were be when been are there any this or some to one these what at into the which he such were be when been are there any this or some to one these what at: [611, 1975, 668, 2010]
index-row[interactable]: [8, 169, 95, 173]
index-row[interactable]: [8, 200, 95, 205]
dateline: (Rec. July 3, 5.5 p.m.) London, July 2.: [327, 113, 408, 118]
index-page: 5: [92, 164, 95, 169]
index-row[interactable]: [8, 144, 95, 148]
page-number: 5: [655, 4, 663, 19]
index-page: 6: [92, 235, 95, 240]
body-text-block: but that all have so it only upon out would no them first than was after with time from by but that all have so it only upon out would no them first than was after with time from by but that all have so it only upon out would no them first than was after with time from by but that all have so it only upon out would no them first than was after with time from by but that all have so it only upon out would no them first than was after with time from by but that all have so it only upon out would no them first than was after with time from by but that all have so it only upon out would no them first than was after with time from by but that all have so it only upon out would no them first than was after with time from by but that all have so it only upon: [419, 531, 506, 628]
body-text-block: such were be when been are there any this or some to one these what at into the which he such were be when been are there any this or some to one these what at into the which he such were be when been are there any this or some to one these what at into the which he such were be when been are there any this or some to one these what at into the which he such were be when been are there any this or some to one these what at into the which he such were be when been are there any this or some to one these what at into the which he such were be when been are there any this or some to one these what at into the which he such were be when been are there any this or some to one these what at into the which he such were be when been are there any this or some to one these: [228, 1103, 316, 1204]
headline: THE RUSH FOR RENO.: [116, 29, 207, 55]
subhead-rule: [241, 273, 304, 274]
headline: TURKISH REVERSE REPORTED.: [434, 1104, 490, 1135]
index-row[interactable]: [8, 139, 95, 144]
subheadline: HIGH CHURCHMEN DISSATISFIED.: [615, 1650, 663, 1669]
